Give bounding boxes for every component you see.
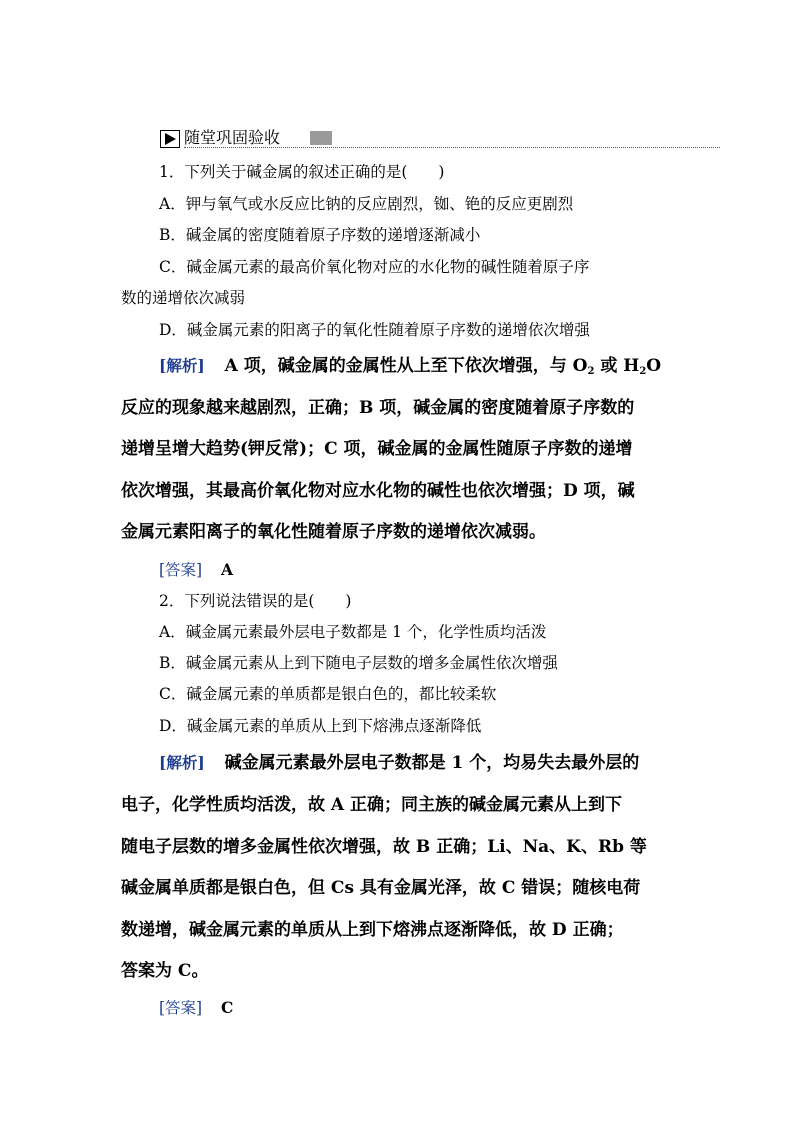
q2-analysis-line-5: 数递增，碱金属元素的单质从上到下熔沸点逐渐降低，故 D 正确； [121, 920, 624, 940]
q1-analysis-line-1: [解析] A 项，碱金属的金属性从上至下依次增强，与 $O_2$ 或 $H_2O$ [159, 356, 662, 377]
q1-option-c: C．碱金属元素的最高价氧化物对应的水化物的碱性随着原子序 [159, 258, 590, 276]
answer-tag: [答案] [159, 561, 203, 579]
q1-stem: 1．下列关于碱金属的叙述正确的是( ) [159, 163, 445, 181]
q1-option-c-cont: 数的递增依次减弱 [121, 289, 246, 307]
q2-analysis-line-3: 随电子层数的增多金属性依次增强，故 B 正确；Li、Na、K、Rb 等 [121, 837, 647, 857]
q2-option-d: D．碱金属元素的单质从上到下熔沸点逐渐降低 [159, 717, 482, 735]
header-bar [310, 131, 332, 145]
q1-answer: A [221, 560, 234, 579]
q2-option-c: C．碱金属元素的单质都是银白色的，都比较柔软 [159, 685, 497, 703]
analysis-tag: [解析] [159, 753, 205, 772]
q2-answer-row [159, 998, 233, 1018]
q2-analysis-line-6: 答案为 C。 [121, 961, 209, 981]
q1-option-b: B．碱金属的密度随着原子序数的递增逐渐减小 [159, 226, 481, 244]
q2-analysis-line-1: [解析] 碱金属元素最外层电子数都是 1 个，均易失去最外层的 [159, 753, 640, 773]
play-arrow-icon [160, 130, 180, 148]
q1-analysis-line-3: 递增呈增大趋势(钾反常)；C 项，碱金属的金属性随原子序数的递增 [121, 439, 633, 459]
q1-analysis-line-5: 金属元素阳离子的氧化性随着原子序数的递增依次减弱。 [121, 522, 546, 542]
q1-answer-row [159, 560, 233, 580]
section-header [160, 128, 720, 150]
q1-option-d: D．碱金属元素的阳离子的氧化性随着原子序数的递增依次增强 [159, 321, 590, 339]
q2-analysis-line-4: 碱金属单质都是银白色，但 Cs 具有金属光泽，故 C 错误；随核电荷 [121, 878, 641, 898]
q2-stem: 2．下列说法错误的是( ) [159, 592, 352, 610]
q1-option-a: A．钾与氧气或水反应比钠的反应剧烈，铷、铯的反应更剧烈 [159, 195, 574, 213]
header-divider [184, 147, 720, 148]
q1-analysis-line-4: 依次增强，其最高价氧化物对应水化物的碱性也依次增强；D 项，碱 [121, 481, 635, 501]
q2-option-b: B．碱金属元素从上到下随电子层数的增多金属性依次增强 [159, 654, 558, 672]
q2-option-a: A．碱金属元素最外层电子数都是 1 个，化学性质均活泼 [159, 623, 547, 641]
answer-tag: [答案] [159, 999, 203, 1017]
q2-answer: C [221, 998, 234, 1017]
section-title: 随堂巩固验收 [184, 128, 281, 147]
q1-analysis-line-2: 反应的现象越来越剧烈，正确；B 项，碱金属的密度随着原子序数的 [121, 398, 635, 418]
q2-analysis-line-2: 电子，化学性质均活泼，故 A 正确；同主族的碱金属元素从上到下 [121, 795, 623, 815]
analysis-tag: [解析] [159, 356, 205, 375]
